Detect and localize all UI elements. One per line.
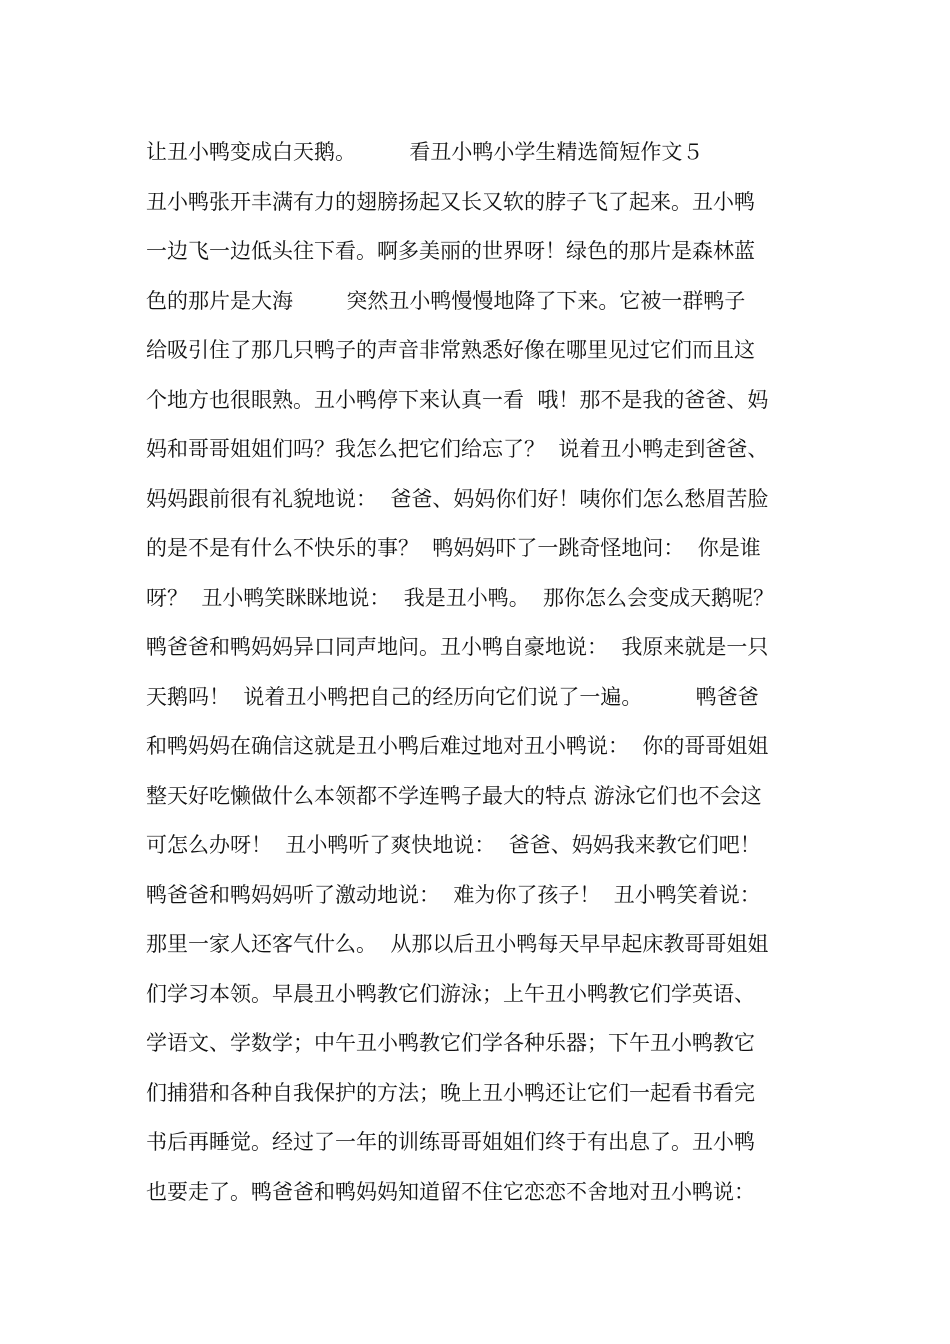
text-line: 可怎么办呀！ 丑小鸭听了爽快地说： 爸爸、妈妈我来教它们吧！ — [146, 833, 761, 857]
text-line: 们捕猎和各种自我保护的方法；晚上丑小鸭还让它们一起看书看完 — [146, 1080, 755, 1105]
text-line: 妈和哥哥姐姐们吗？我怎么把它们给忘了？ 说着丑小鸭走到爸爸、 — [146, 437, 769, 461]
text-line: 们学习本领。早晨丑小鸭教它们游泳；上午丑小鸭教它们学英语、 — [146, 981, 755, 1006]
text-line: 天鹅吗！ 说着丑小鸭把自己的经历向它们说了一遍。 鸭爸爸 — [146, 684, 759, 709]
essay-text-block — [146, 128, 816, 1217]
text-line: 让丑小鸭变成白天鹅。 看丑小鸭小学生精选简短作文５ — [146, 140, 704, 164]
text-line: 和鸭妈妈在确信这就是丑小鸭后难过地对丑小鸭说： 你的哥哥姐姐 — [146, 734, 769, 758]
text-line: 鸭爸爸和鸭妈妈异口同声地问。丑小鸭自豪地说： 我原来就是一只 — [146, 635, 769, 659]
text-line: 妈妈跟前很有礼貌地说： 爸爸、妈妈你们好！咦你们怎么愁眉苦脸 — [146, 486, 769, 511]
text-line: 整天好吃懒做什么本领都不学连鸭子最大的特点 游泳它们也不会这 — [146, 783, 762, 808]
text-line: 鸭爸爸和鸭妈妈听了激动地说： 难为你了孩子！ 丑小鸭笑着说： — [146, 882, 761, 907]
text-line: 给吸引住了那几只鸭子的声音非常熟悉好像在哪里见过它们而且这 — [146, 338, 755, 362]
text-line: 那里一家人还客气什么。 从那以后丑小鸭每天早早起床教哥哥姐姐 — [146, 932, 769, 956]
text-line: 学语文、学数学；中午丑小鸭教它们学各种乐器；下午丑小鸭教它 — [146, 1031, 755, 1055]
text-line: 丑小鸭张开丰满有力的翅膀扬起又长又软的脖子飞了起来。丑小鸭 — [146, 189, 755, 214]
text-line: 个地方也很眼熟。丑小鸭停下来认真一看 哦！那不是我的爸爸、妈 — [146, 387, 769, 412]
text-line: 书后再睡觉。经过了一年的训练哥哥姐姐们终于有出息了。丑小鸭 — [146, 1130, 755, 1154]
text-line: 也要走了。鸭爸爸和鸭妈妈知道留不住它恋恋不舍地对丑小鸭说： — [146, 1179, 755, 1204]
text-line: 的是不是有什么不快乐的事？ 鸭妈妈吓了一跳奇怪地问： 你是谁 — [146, 536, 761, 560]
text-line: 一边飞一边低头往下看。啊多美丽的世界呀！绿色的那片是森林蓝 — [146, 239, 755, 263]
text-line: 呀？ 丑小鸭笑眯眯地说： 我是丑小鸭。 那你怎么会变成天鹅呢？ — [146, 585, 775, 610]
text-line: 色的那片是大海 突然丑小鸭慢慢地降了下来。它被一群鸭子 — [146, 288, 746, 313]
